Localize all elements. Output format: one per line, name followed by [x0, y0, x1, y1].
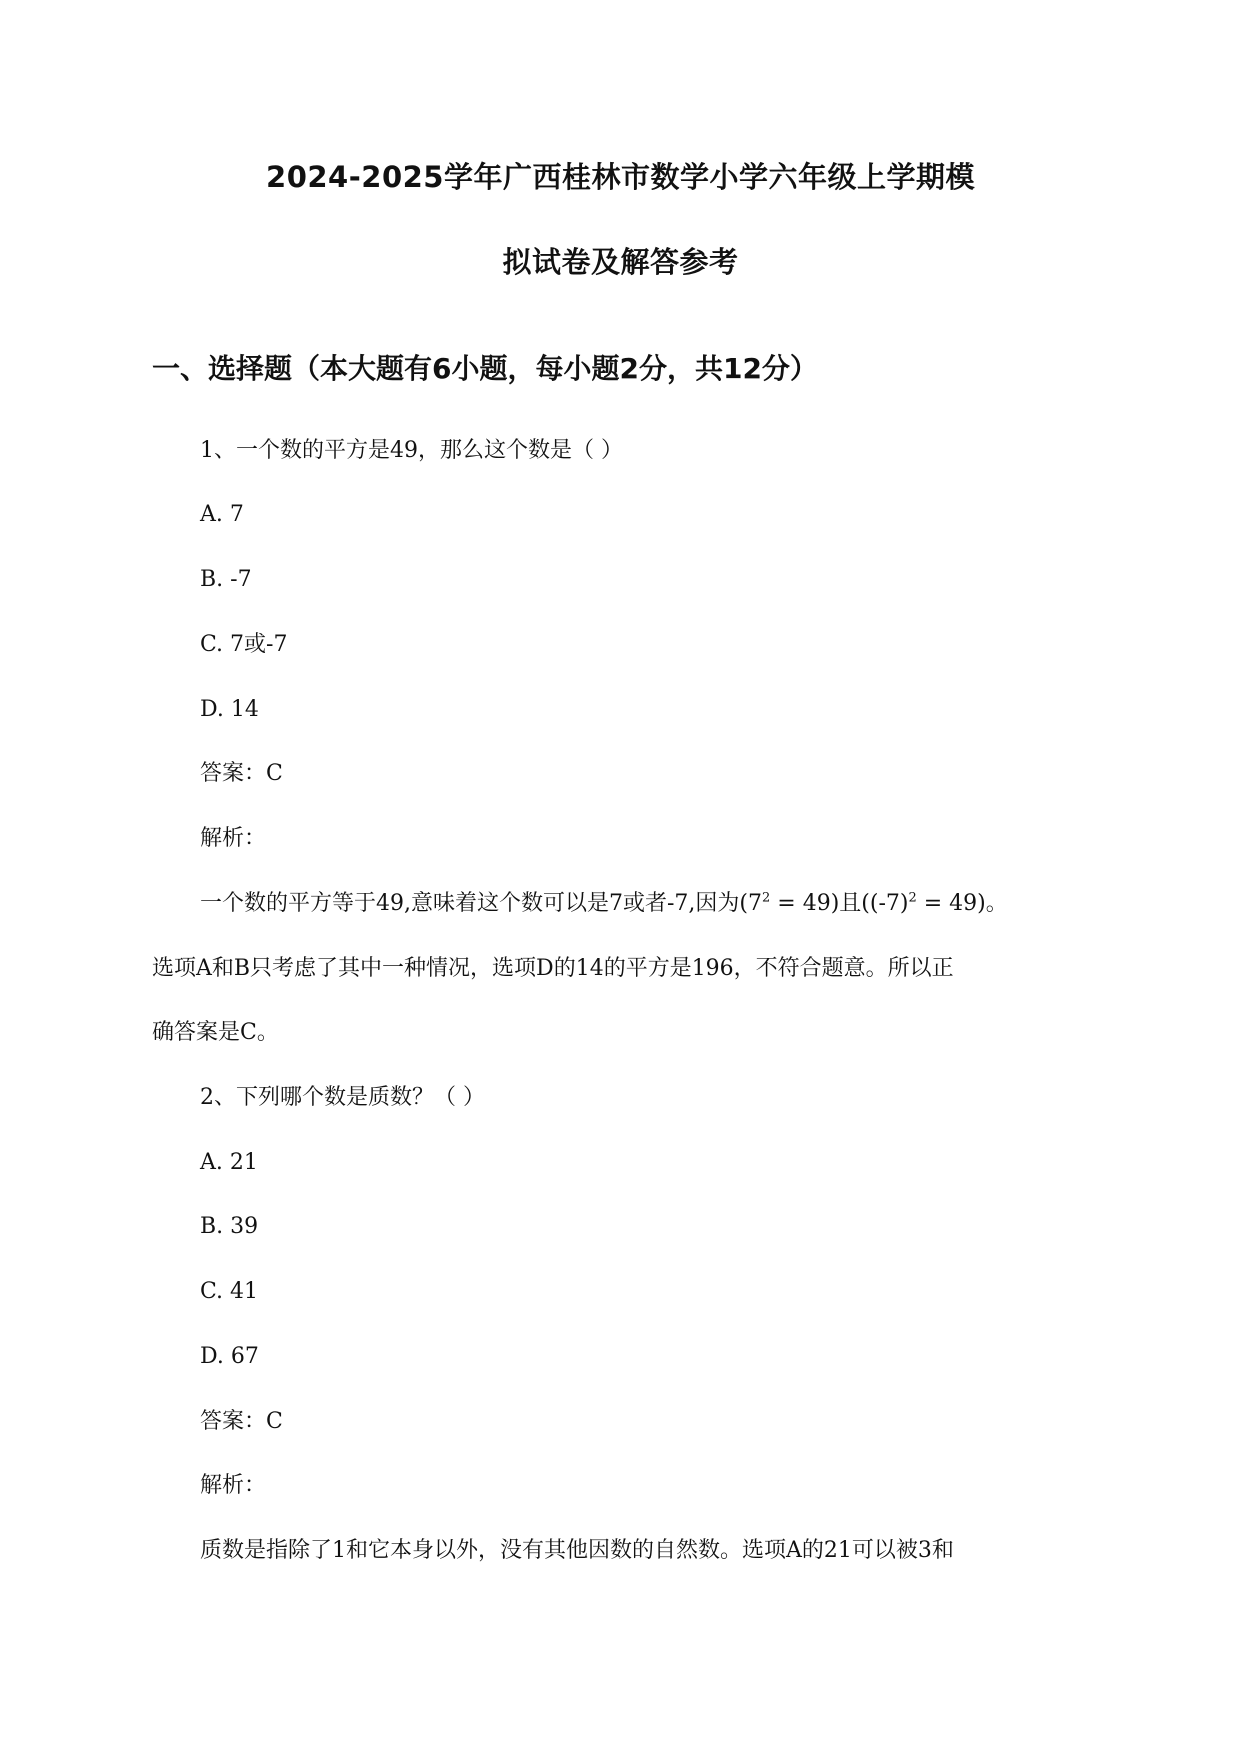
question-1-analysis-line-3: 确答案是C。 [152, 1020, 279, 1045]
question-1-analysis-line-2: 选项A和B只考虑了其中一种情况，选项D的14的平方是196，不符合题意。所以正 [152, 956, 954, 981]
question-2-option-c: C. 41 [200, 1279, 259, 1304]
question-2-answer: 答案：C [200, 1409, 283, 1434]
question-2-stem: 2、下列哪个数是质数？（ ） [200, 1085, 485, 1110]
question-1-stem: 1、一个数的平方是49，那么这个数是（ ） [200, 438, 623, 463]
question-2-option-d: D. 67 [200, 1344, 259, 1369]
section-heading: 一、选择题（本大题有6小题，每小题2分，共12分） [152, 352, 818, 385]
question-1-option-a: A. 7 [200, 502, 244, 527]
question-2-analysis-line-1: 质数是指除了1和它本身以外，没有其他因数的自然数。选项A的21可以被3和 [200, 1538, 954, 1563]
question-2-option-b: B. 39 [200, 1214, 259, 1239]
analysis-text: = 49)且((-7) [770, 891, 909, 916]
question-1-option-c: C. 7或-7 [200, 632, 288, 657]
question-1-option-b: B. -7 [200, 567, 252, 592]
question-2-analysis-label: 解析： [200, 1473, 267, 1498]
analysis-text: 一个数的平方等于49,意味着这个数可以是7或者-7,因为(7 [200, 891, 762, 916]
question-1-analysis-line-1 [200, 891, 1008, 917]
analysis-text: = 49)。 [916, 891, 1008, 916]
question-1-option-d: D. 14 [200, 697, 259, 722]
exponent: 2 [762, 890, 771, 906]
document-title-line-1: 2024-2025学年广西桂林市数学小学六年级上学期模 [266, 160, 975, 194]
exponent: 2 [908, 890, 917, 906]
question-1-analysis-label: 解析： [200, 826, 267, 851]
question-2-option-a: A. 21 [200, 1150, 258, 1175]
question-1-answer: 答案：C [200, 761, 283, 786]
document-title-line-2: 拟试卷及解答参考 [502, 245, 739, 279]
